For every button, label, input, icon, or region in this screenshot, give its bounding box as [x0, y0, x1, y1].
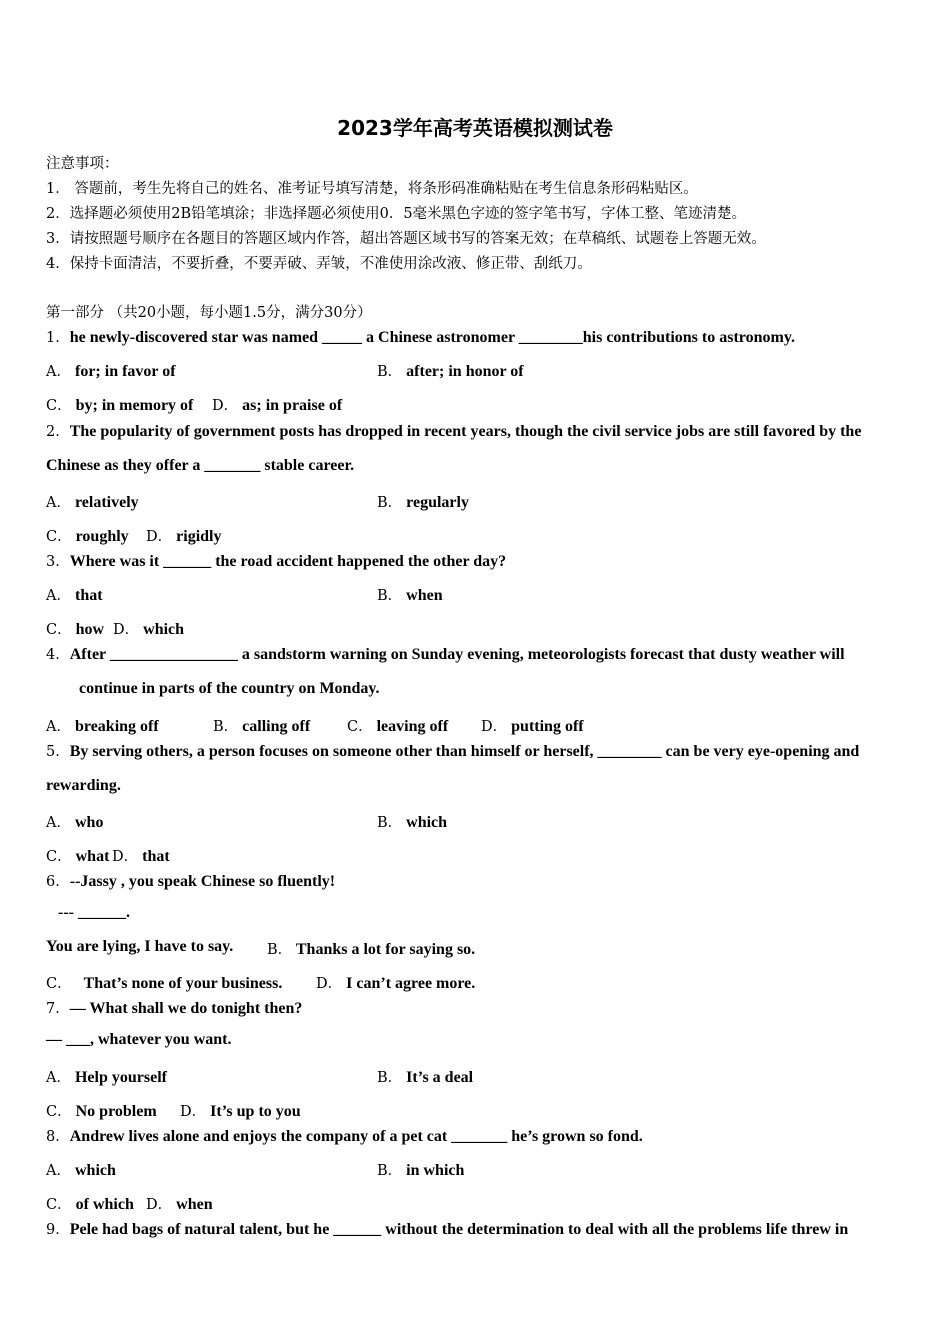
- question-text: Andrew lives alone and enjoys the company of a pet cat _______ he’s grown so fond.: [69, 1128, 643, 1145]
- option-a: A． Help yourself: [46, 1069, 167, 1086]
- option-c: C． roughly: [46, 528, 129, 545]
- question-text-continued: rewarding.: [46, 777, 121, 794]
- question-text: --Jassy , you speak Chinese so fluently!: [69, 873, 336, 890]
- option-d: D． when: [146, 1196, 213, 1213]
- option-c: C． of which: [46, 1196, 134, 1213]
- notice-heading: 注意事项：: [46, 156, 119, 172]
- option-d: D． putting off: [481, 718, 584, 735]
- question-number: 5．: [46, 744, 70, 760]
- notice-item: 3．请按照题号顺序在各题目的答题区域内作答，超出答题区域书写的答案无效；在草稿纸、试题卷上答题无效。: [46, 231, 766, 247]
- question-6: [46, 870, 335, 891]
- option-d: D． It’s up to you: [180, 1103, 301, 1120]
- question-7: [46, 997, 302, 1018]
- option-d: D． as; in praise of: [212, 397, 343, 414]
- option-c: C． what: [46, 848, 110, 865]
- question-text-continued: — ___, whatever you want.: [46, 1031, 232, 1048]
- option-b: B． regularly: [377, 494, 469, 511]
- question-number: 1．: [46, 330, 70, 346]
- option-b: B． calling off: [213, 718, 311, 735]
- option-a: A． which: [46, 1162, 116, 1179]
- question-text: By serving others, a person focuses on someone other than himself or herself, ________ can be very eye-opening and: [69, 743, 860, 760]
- question-text: Pele had bags of natural talent, but he ______ without the determination to deal with all the problems life threw in: [69, 1221, 849, 1238]
- question-4: [46, 643, 845, 664]
- question-text-continued: continue in parts of the country on Monday.: [79, 680, 380, 697]
- question-8: [46, 1125, 643, 1146]
- option-d: D． rigidly: [146, 528, 222, 545]
- question-text: he newly-discovered star was named _____ a Chinese astronomer ________his contributions to astronomy.: [69, 329, 795, 346]
- option-a: A． for; in favor of: [46, 363, 176, 380]
- option-a: A． relatively: [46, 494, 139, 511]
- question-text: Where was it ______ the road accident happened the other day?: [69, 553, 507, 570]
- question-1: [46, 326, 795, 347]
- option-b: B． Thanks a lot for saying so.: [267, 941, 476, 958]
- question-2: [46, 420, 861, 441]
- option-d: D． that: [112, 848, 170, 865]
- option-b: B． when: [377, 587, 443, 604]
- page-title: 2023学年高考英语模拟测试卷: [337, 116, 613, 140]
- option-b: B． after; in honor of: [377, 363, 524, 380]
- question-text-continued: Chinese as they offer a _______ stable career.: [46, 457, 355, 474]
- question-3: [46, 550, 506, 571]
- question-number: 4．: [46, 647, 70, 663]
- option-b: B． in which: [377, 1162, 465, 1179]
- option-c: C． how: [46, 621, 105, 638]
- notice-item: 4．保持卡面清洁，不要折叠，不要弄破、弄皱，不准使用涂改液、修正带、刮纸刀。: [46, 256, 592, 272]
- question-number: 7．: [46, 1001, 70, 1017]
- question-text: — What shall we do tonight then?: [69, 1000, 303, 1017]
- question-text-continued: --- ______.: [58, 904, 130, 921]
- option-a: A． that: [46, 587, 103, 604]
- notice-item: 2．选择题必须使用2B铅笔填涂；非选择题必须使用0．5毫米黑色字迹的签字笔书写，字体工整、笔迹清楚。: [46, 206, 747, 222]
- section-heading: 第一部分 （共20小题，每小题1.5分，满分30分）: [46, 305, 372, 321]
- option-a: A． breaking off: [46, 718, 159, 735]
- option-c: C． No problem: [46, 1103, 157, 1120]
- question-number: 6．: [46, 874, 70, 890]
- question-number: 8．: [46, 1129, 70, 1145]
- option-d: D． which: [113, 621, 185, 638]
- question-text: After ________________ a sandstorm warning on Sunday evening, meteorologists forecast that dusty weather will: [69, 646, 845, 663]
- option-c: C． by; in memory of: [46, 397, 194, 414]
- option-d: D． I can’t agree more.: [316, 975, 476, 992]
- option-b: B． which: [377, 814, 448, 831]
- option-a: A． who: [46, 814, 104, 831]
- question-number: 3．: [46, 554, 70, 570]
- question-9: [46, 1218, 848, 1239]
- question-5: [46, 740, 859, 761]
- question-number: 2．: [46, 424, 70, 440]
- question-number: 9．: [46, 1222, 70, 1238]
- option-c: C． That’s none of your business.: [46, 975, 283, 992]
- notice-item: 1． 答题前，考生先将自己的姓名、准考证号填写清楚，将条形码准确粘贴在考生信息条形码粘贴区。: [46, 181, 698, 197]
- option-b: B． It’s a deal: [377, 1069, 474, 1086]
- option-c: C． leaving off: [347, 718, 449, 735]
- option-a: You are lying, I have to say.: [46, 938, 234, 955]
- question-text: The popularity of government posts has dropped in recent years, though the civil service jobs are still favored by the: [69, 423, 862, 440]
